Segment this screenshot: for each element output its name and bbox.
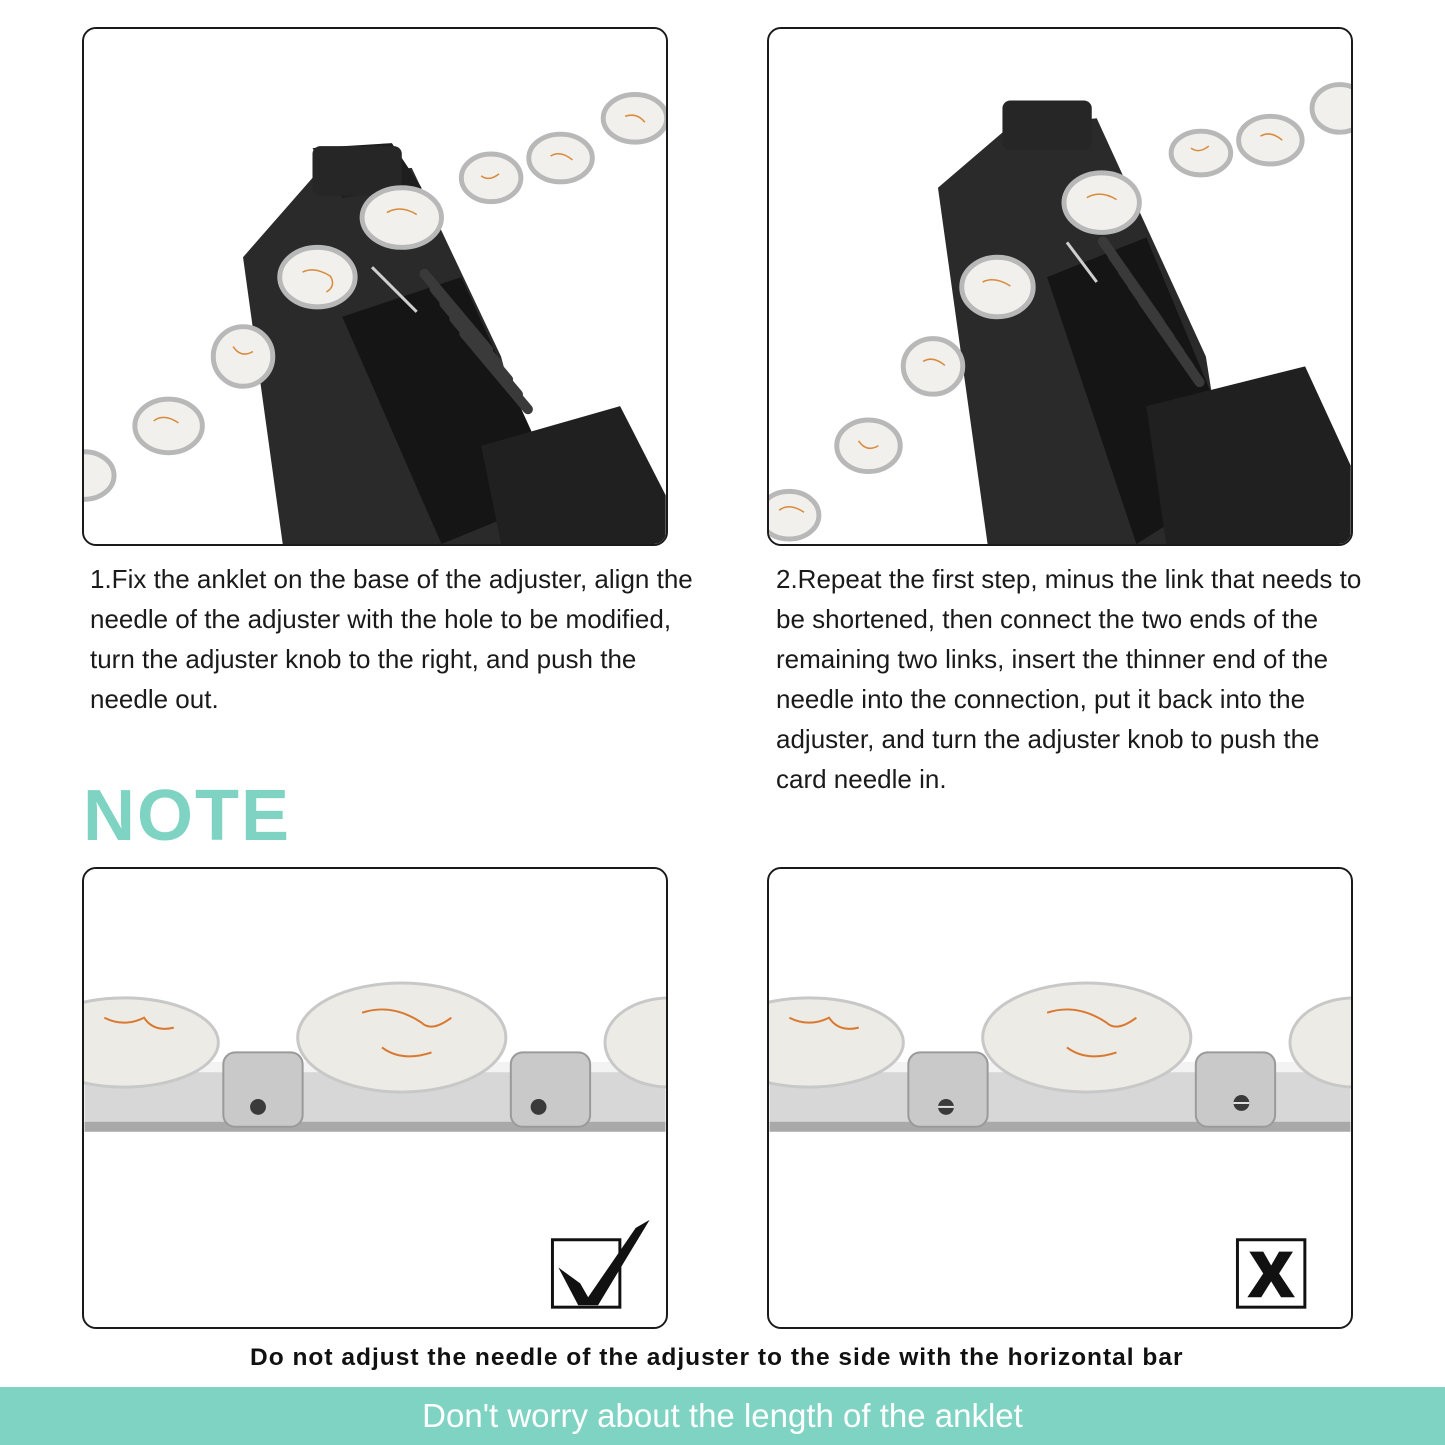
correct-orientation-photo bbox=[82, 867, 668, 1329]
banner-text: Don't worry about the length of the anklet bbox=[422, 1397, 1023, 1434]
step-2-photo bbox=[767, 27, 1353, 546]
step-1-photo bbox=[82, 27, 668, 546]
cross-icon bbox=[1237, 1240, 1304, 1307]
step-2-instructions: 2.Repeat the first step, minus the link that needs to be shortened, then connect the two ends of the remaining two links, insert the thinner end of the needle into the connection, put it back into the adjuster, and turn the adjuster knob to push the card needle in. bbox=[776, 564, 1362, 794]
bottom-banner bbox=[0, 1387, 1445, 1445]
note-heading: NOTE bbox=[83, 776, 292, 856]
step-1-instructions: 1.Fix the anklet on the base of the adjuster, align the needle of the adjuster with the hole to be modified, turn the adjuster knob to the right, and push the needle out. bbox=[90, 564, 693, 714]
warning-text: Do not adjust the needle of the adjuster to the side with the horizontal bar bbox=[250, 1344, 1184, 1371]
wrong-orientation-photo bbox=[767, 867, 1353, 1329]
adjuster-with-anklet-image bbox=[769, 29, 1351, 544]
adjuster-with-anklet-image bbox=[84, 29, 666, 544]
